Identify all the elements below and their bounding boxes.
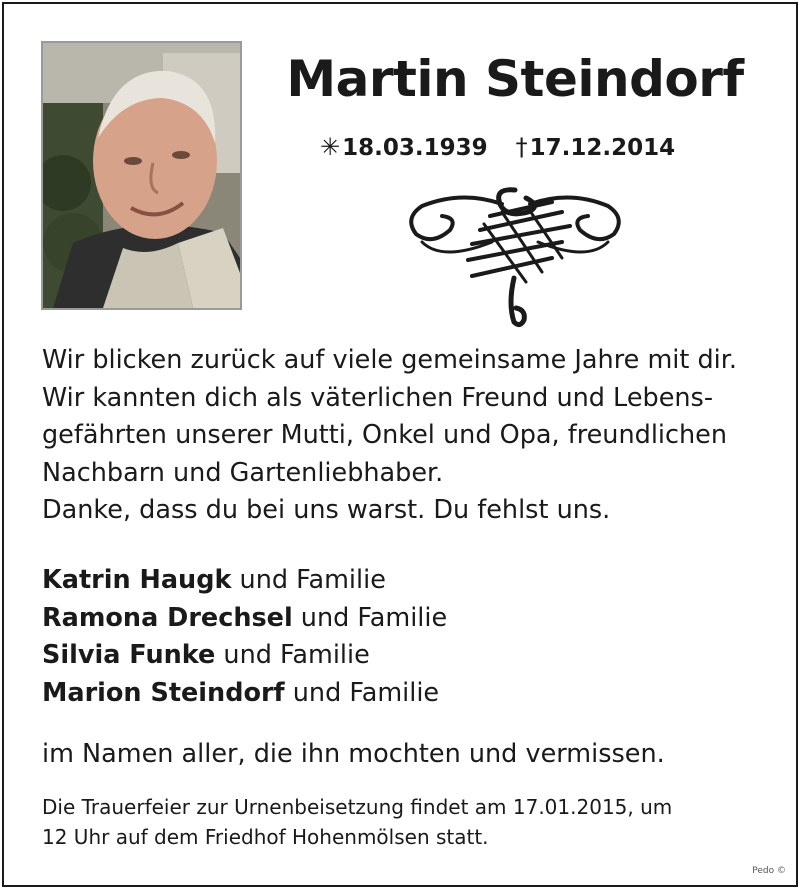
credit-mark: Pedo © <box>752 866 786 876</box>
death-cross-icon: † <box>515 133 528 161</box>
life-dates <box>320 133 720 161</box>
mourner-suffix: und Familie <box>284 677 440 708</box>
birth-star-icon: ✳ <box>320 133 341 161</box>
memorial-text-line: Wir kannten dich als väterlichen Freund und Lebens- <box>42 382 714 413</box>
mourner-suffix: und Familie <box>215 640 370 670</box>
portrait-photo <box>41 41 242 310</box>
deceased-name: Martin Steindorf <box>286 50 744 108</box>
mourner-suffix: und Familie <box>292 602 448 633</box>
mourner-entry <box>42 600 782 638</box>
birth-date: 18.03.1939 <box>342 135 488 161</box>
closing-line: im Namen aller, die ihn mochten und vermissen. <box>42 739 665 769</box>
mourner-suffix: und Familie <box>231 565 386 595</box>
mourner-name: Marion Steindorf <box>42 677 285 708</box>
mourner-entry <box>42 637 782 675</box>
mourners-list <box>42 562 782 712</box>
funeral-info-line: 12 Uhr auf dem Friedhof Hohenmölsen statt. <box>42 825 489 849</box>
memorial-text-line: Nachbarn und Gartenliebhaber. <box>42 457 444 488</box>
memorial-text-line: gefährten unserer Mutti, Onkel und Opa, freundlichen <box>42 420 728 450</box>
memorial-text-line: Danke, dass du bei uns warst. Du fehlst uns. <box>42 495 611 525</box>
mourner-name: Silvia Funke <box>42 640 216 670</box>
mourner-name: Ramona Drechsel <box>42 602 293 633</box>
memorial-text <box>42 342 782 530</box>
memorial-text-line: Wir blicken zurück auf viele gemeinsame Jahre mit dir. <box>42 345 737 375</box>
funeral-info <box>42 792 782 852</box>
calligraphic-flourish-ornament <box>402 182 628 330</box>
funeral-info-line: Die Trauerfeier zur Urnenbeisetzung findet am 17.01.2015, um <box>42 795 673 819</box>
mourner-entry <box>42 675 782 713</box>
death-date: 17.12.2014 <box>529 135 676 161</box>
mourner-entry <box>42 562 782 600</box>
mourner-name: Katrin Haugk <box>42 565 232 595</box>
